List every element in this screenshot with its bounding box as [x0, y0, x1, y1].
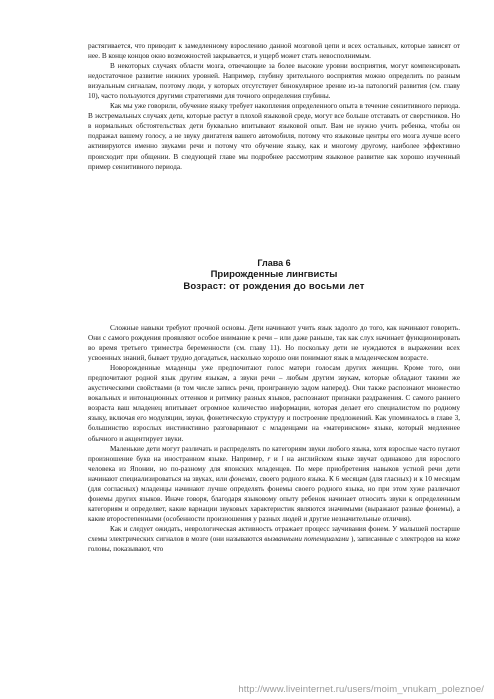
text-run: своего родного языка. К 6 месяцам (для гласных) и к 10 месяцам (для согласных) младенцы начинают лучше определять фонемы своего родного языка, но при этом хуже различают фонемы других языков. Иначе говоря, благодаря языковому опыту ребенок начинает относить звуки к определенным категориям и определяет, какие вариации звуковых характеристик являются значимыми (выражают разные фонемы), а какие второстепенными (особенности произношения у разных людей и другие незначительные отличия).: [88, 474, 460, 523]
italic-letter-l: l: [281, 454, 284, 463]
chapter-heading: [88, 257, 460, 293]
paragraph: [88, 444, 460, 524]
italic-term-phonemes: фонемах,: [229, 474, 258, 483]
text-run: Как и следует ожидать, неврологическая активность отражает процесс заучивания фонем. У малышей постарше схемы электрических сигналов в мозге (они называются: [88, 524, 460, 543]
chapter-number: Глава 6: [257, 258, 291, 268]
paragraph: Новорожденные младенцы уже предпочитают голос матери голосам других женщин. Кроме того, они предпочитают родной язык другим языкам, а звуки речи – любым другим звукам, которые обладают такими же акустическими свойствами (в том числе запись речи, проигранную задом наперед). Они также распознают множество вокальных и интонационных оттенков и ритмику разных языков, распознают признаки раздражения. С самого раннего возраста ваш младенец впитывает огромное количество информации, которая делает его специалистом по родному языку, включая его модуляции, звуки, фонетическую структуру и построение предложений. Как упоминалось в главе 3, большинство взрослых инстинктивно разговаривают с младенцами на «материнском» языке, который медленнее обычного и акцентирует звуки.: [88, 364, 460, 443]
paragraph: Сложные навыки требуют прочной основы. Дети начинают учить язык задолго до того, как начинают говорить. Они с самого рождения проявляют особое внимание к речи – или даже раньше, так как слух начинает функционировать во время третьего триместра беременности (см. главу 11). Но поскольку дети не нуждаются в выражении всех усвоенных знаний, бывает трудно догадаться, насколько хорошо они понимают язык в младенческом возрасте.: [88, 324, 460, 363]
bottom-text-block: [88, 323, 460, 554]
text-run: и: [270, 454, 282, 463]
text-run: ), записанные с электродов на коже головы, показывают, что: [88, 534, 460, 554]
text-run: Маленькие дети могут различать и распределять по категориям звуки любого языка, хотя взрослые часто путают произношение букв на иностранном языке. Например,: [88, 444, 460, 463]
text-run: на английском языке звучат одинаково для взрослого человека из Японии, но по-разному для японских младенцев. По мере приобретения навыков устной речи дети начинают специализироваться на звуках, или: [88, 454, 460, 483]
watermark-url: http://www.liveinternet.ru/users/moim_vnukam_poleznoe/: [238, 684, 484, 695]
italic-letter-r: r: [267, 454, 271, 463]
chapter-title: Прирожденные лингвисты: [210, 269, 338, 280]
paragraph: Как мы уже говорили, обучение языку требует накопления определенного опыта в течение сензитивного периода. В экстремальных случаях дети, которые растут в плохой языковой среде, могут все больше отставать от сверстников. Но в нормальных обстоятельствах дети буквально впитывают языковой опыт. Вам не нужно учить ребенка, чтобы он подражал вашему голосу, а не звуку двигателя вашего автомобиля, потому что языковые центры его мозга лучше всего активируются именно звуками речи и потому что обучение языку, как и многому другому, наиболее эффективно происходит при общении. В следующей главе мы подробнее рассмотрим языковое развитие как хорошо изученный пример сензитивного периода.: [88, 102, 460, 171]
paragraph: растягивается, что приводит к замедленному взрослению данной мозговой цепи и всех остальных, которые зависят от нее. В конце концов окно возможностей закрывается, и ущерб может стать невосполнимым.: [88, 42, 460, 61]
italic-term-evoked-potentials: вызванными потенциалами: [264, 534, 349, 543]
paragraph: [88, 524, 460, 554]
paragraph: В некоторых случаях области мозга, отвечающие за более высокие уровни восприятия, могут компенсировать недостаточное развитие нижних уровней. Например, глубину зрительного восприятия можно определить по разным визуальным сигналам, поэтому люди, у которых отсутствует бинокулярное зрение из-за патологий развития (см. главу 10), часто пользуются другими стратегиями для точного определения глубины.: [88, 62, 460, 101]
chapter-age-range: Возраст: от рождения до восьми лет: [183, 281, 365, 292]
top-text-block: [88, 41, 460, 172]
